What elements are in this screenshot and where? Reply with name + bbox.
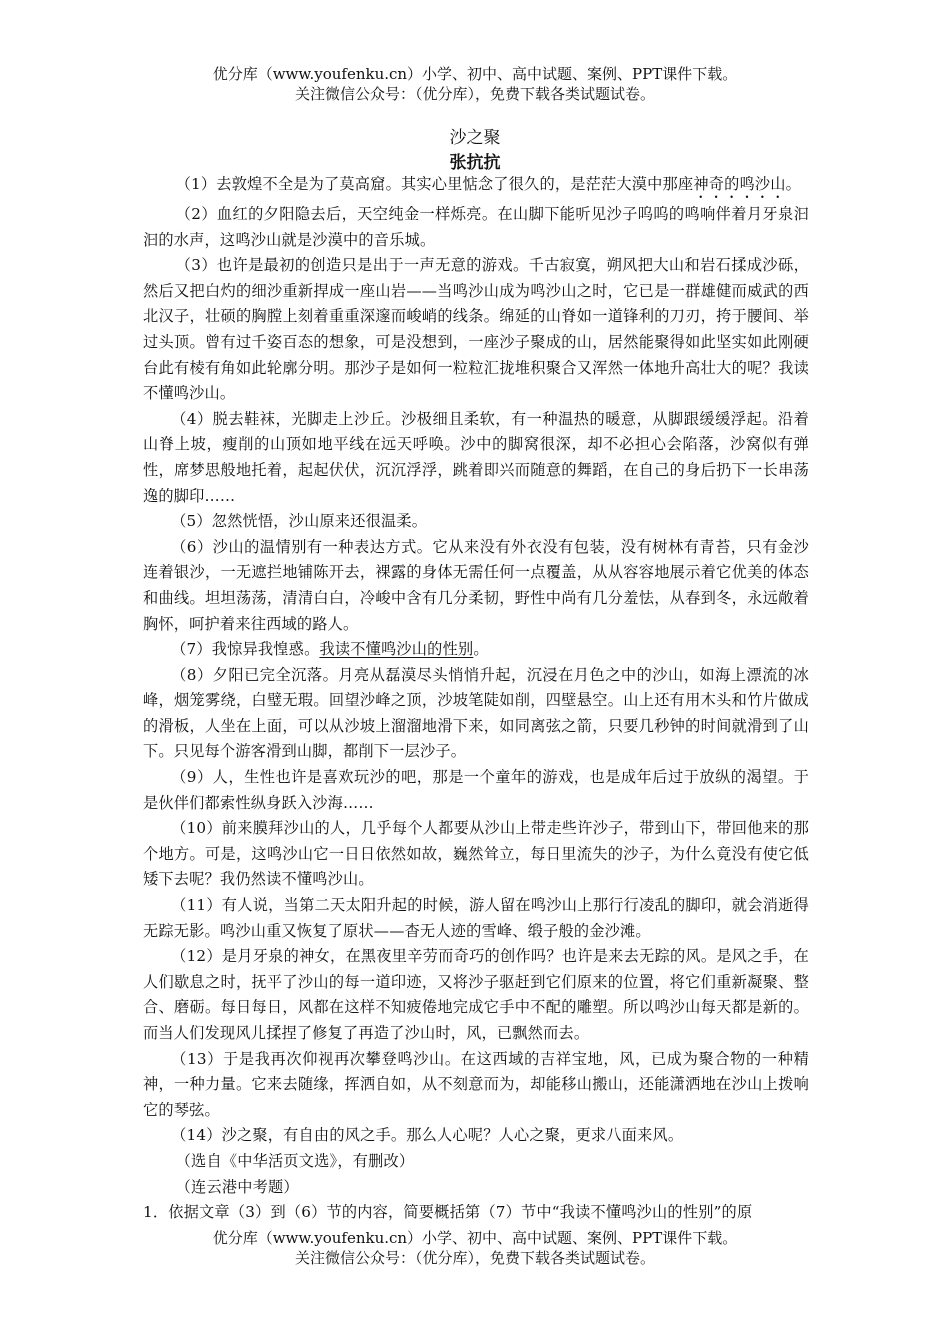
exam-note: （连云港中考题） (175, 1177, 299, 1196)
page-header (0, 64, 950, 104)
question-1: 1．依据文章（3）到（6）节的内容，简要概括第（7）节中“我读不懂鸣沙山的性别”的原 (143, 1203, 753, 1222)
emphasized-text: 神奇的鸣沙山 (693, 175, 786, 193)
paragraph-2: （2）血红的夕阳隐去后，天空纯金一样烁亮。在山脚下能听见沙子呜呜的鸣响伴着月牙泉汩汩的水声，这鸣沙山就是沙漠中的音乐城。 (143, 205, 809, 249)
header-line-1: 优分库（www.youfenku.cn）小学、初中、高中试题、案例、PPT课件下载。 (212, 65, 738, 83)
header-line-2: 关注微信公众号：（优分库），免费下载各类试题试卷。 (294, 85, 655, 103)
article-body (143, 172, 809, 1226)
paragraph-1: （1）去敦煌不全是为了莫高窟。其实心里惦念了很久的，是茫茫大漠中那座神奇的鸣沙山。 (175, 175, 802, 193)
paragraph-12: （12）是月牙泉的神女，在黑夜里辛劳而奇巧的创作吗？也许是来去无踪的风。是风之手，在人们歇息之时，抚平了沙山的每一道印迹，又将沙子驱赶到它们原来的位置，将它们重新凝聚、整合、磨砺。每日每日，风都在这样不知疲倦地完成它手中不配的雕塑。所以鸣沙山每天都是新的。而当人们发现风儿揉捏了修复了再造了沙山时，风，已飘然而去。 (143, 947, 809, 1042)
paragraph-11: （11）有人说，当第二天太阳升起的时候，游人留在鸣沙山上那行行凌乱的脚印，就会消逝得无踪无影。鸣沙山重又恢复了原状——杳无人迹的雪峰、缎子般的金沙滩。 (143, 896, 809, 940)
paragraph-10: （10）前来膜拜沙山的人，几乎每个人都要从沙山上带走些许沙子，带到山下，带回他来的那个地方。可是，这鸣沙山它一日日依然如故，巍然耸立，每日里流失的沙子，为什么竟没有使它低矮下去呢？我仍然读不懂鸣沙山。 (143, 819, 809, 889)
paragraph-6: （6）沙山的温情别有一种表达方式。它从来没有外衣没有包装，没有树林有青苔，只有金沙连着银沙，一无遮拦地铺陈开去，裸露的身体无需任何一点覆盖，从从容容地展示着它优美的体态和曲线。坦坦荡荡，清清白白，冷峻中含有几分柔韧，野性中尚有几分羞怯，从春到冬，永远敞着胸怀，呵护着来往西域的路人。 (143, 537, 809, 633)
source-note: （选自《中华活页文选》，有删改） (175, 1151, 415, 1170)
paragraph-14: （14）沙之聚，有自由的风之手。那么人心呢？人心之聚，更求八面来风。 (171, 1126, 684, 1145)
article-author: 张抗抗 (449, 153, 501, 173)
paragraph-9: （9）人，生性也许是喜欢玩沙的吧，那是一个童年的游戏，也是成年后过于放纵的渴望。于是伙伴们都索性纵身跃入沙海…… (143, 768, 809, 812)
paragraph-7: （7）我惊异我惶惑。我读不懂鸣沙山的性别。 (171, 640, 489, 659)
footer-line-1: 优分库（www.youfenku.cn）小学、初中、高中试题、案例、PPT课件下载。 (212, 1229, 738, 1247)
article-title: 沙之聚 (449, 128, 501, 148)
paragraph-4: （4）脱去鞋袜，光脚走上沙丘。沙极细且柔软，有一种温热的暖意，从脚跟缓缓浮起。沿着山脊上坡，瘦削的山顶如地平线在远天呼唤。沙中的脚窝很深，却不必担心会陷落，沙窝似有弹性，席梦思般地托着，起起伏伏，沉沉浮浮，跳着即兴而随意的舞蹈，在自己的身后扔下一长串荡逸的脚印…… (143, 409, 809, 505)
paragraph-8: （8）夕阳已完全沉落。月亮从磊漠尽头悄悄升起，沉浸在月色之中的沙山，如海上漂流的冰峰，烟笼雾绕，白璧无瑕。回望沙峰之顶，沙坡笔陡如削，四壁悬空。山上还有用木头和竹片做成的滑板，人坐在上面，可以从沙坡上溜溜地滑下来，如同离弦之箭，只要几秒钟的时间就滑到了山下。只见每个游客滑到山脚，都削下一层沙子。 (143, 665, 809, 761)
page-footer (0, 1228, 950, 1268)
paragraph-3: （3）也许是最初的创造只是出于一声无意的游戏。千古寂寞，朔风把大山和岩石揉成沙砾，然后又把白灼的细沙重新捍成一座山岩——当鸣沙山成为鸣沙山之时，它已是一群雄健而威武的西北汉子，壮硕的胸膛上刻着重重深邃而峻峭的线条。绵延的山脊如一道锋利的刀刃，挎于腰间、举过头顶。曾有过千姿百态的想象，可是没想到，一座沙子聚成的山，居然能聚得如此坚实如此刚硬台此有棱有角如此轮廓分明。那沙子是如何一粒粒汇拢堆积聚合又浑然一体地升高壮大的呢？我读不懂鸣沙山。 (143, 256, 809, 403)
paragraph-13: （13）于是我再次仰视再次攀登鸣沙山。在这西域的吉祥宝地，风，已成为聚合物的一种精神，一种力量。它来去随缘，挥洒自如，从不刻意而为，却能移山搬山，还能潇洒地在沙山上拨响它的琴弦。 (143, 1049, 809, 1119)
footer-line-2: 关注微信公众号：（优分库），免费下载各类试题试卷。 (294, 1249, 655, 1267)
underlined-sentence: 我读不懂鸣沙山的性别 (319, 640, 474, 659)
paragraph-5: （5）忽然恍悟，沙山原来还很温柔。 (171, 512, 428, 531)
